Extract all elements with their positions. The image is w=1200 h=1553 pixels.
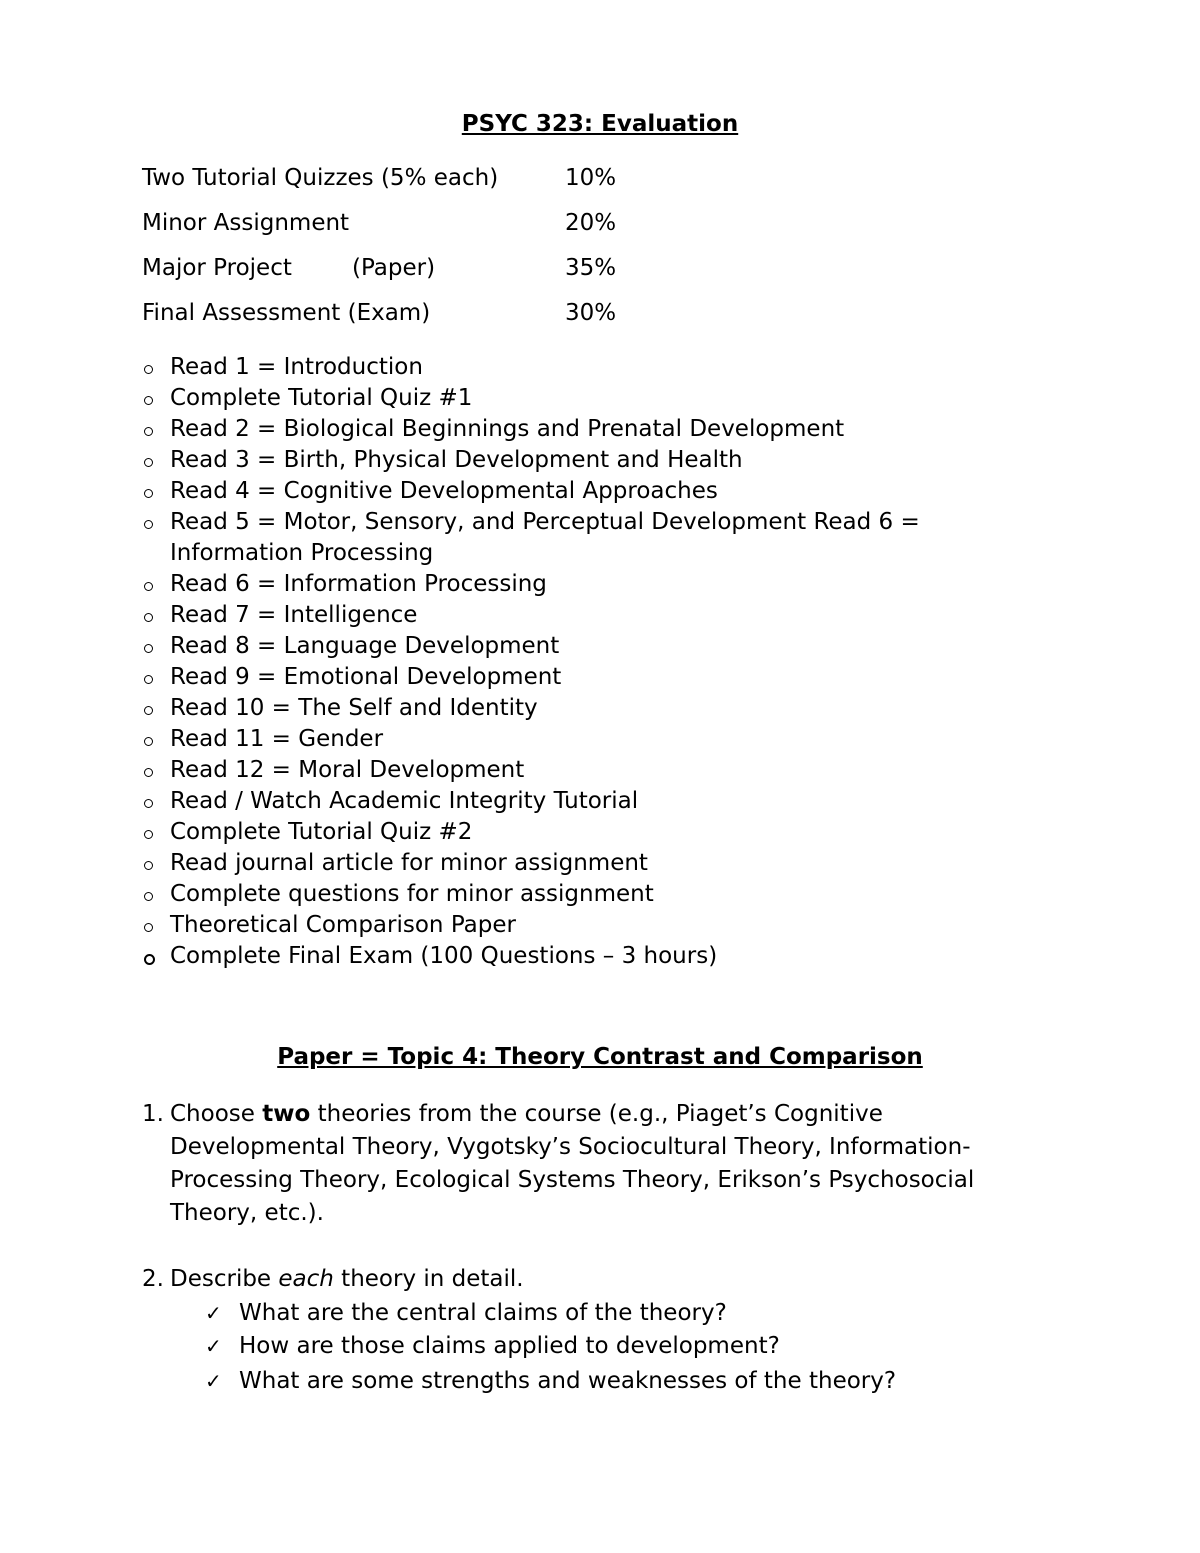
list-item-text: Theoretical Comparison Paper bbox=[170, 912, 516, 938]
evaluation-item: Minor Assignment bbox=[142, 210, 350, 236]
circle-bullet-icon bbox=[142, 507, 162, 538]
evaluation-item: Major Project bbox=[142, 255, 292, 281]
checkmark-icon: ✓ bbox=[205, 1301, 222, 1325]
list-item-text: Read / Watch Academic Integrity Tutorial bbox=[170, 788, 639, 814]
list-item-text: Read 6 = Information Processing bbox=[170, 571, 547, 597]
circle-bullet-icon bbox=[142, 724, 162, 755]
step-text: Choose two theories from the course (e.g., Piaget’s Cognitive Developmental Theory, Vygotsky’s Sociocultural Theory, Information-Processing Theory, Ecological Systems Theory, Erikson’s Psychosocial Theory, etc.). bbox=[170, 1101, 975, 1226]
list-item bbox=[142, 383, 962, 414]
list-item-text: Read 3 = Birth, Physical Development and Health bbox=[170, 447, 743, 473]
circle-bullet-icon bbox=[142, 445, 162, 476]
list-item bbox=[142, 507, 962, 569]
step-number: 1. bbox=[142, 1101, 164, 1127]
evaluation-row bbox=[142, 162, 842, 194]
list-item-text: Read 12 = Moral Development bbox=[170, 757, 525, 783]
list-item bbox=[142, 817, 962, 848]
circle-bullet-icon bbox=[142, 600, 162, 631]
list-item-text: Complete Tutorial Quiz #2 bbox=[170, 819, 473, 845]
checkmark-icon: ✓ bbox=[205, 1334, 222, 1358]
list-item-text: How are those claims applied to development? bbox=[239, 1333, 780, 1359]
list-item-text: Read 9 = Emotional Development bbox=[170, 664, 562, 690]
circle-bullet-icon bbox=[142, 383, 162, 414]
emphasis-italic: each bbox=[278, 1266, 334, 1292]
task-list bbox=[142, 352, 962, 972]
list-item bbox=[142, 693, 962, 724]
list-item bbox=[142, 352, 962, 383]
list-item bbox=[142, 755, 962, 786]
list-item-text: Read 7 = Intelligence bbox=[170, 602, 418, 628]
emphasis-bold: two bbox=[262, 1101, 311, 1127]
list-item-text: Complete Tutorial Quiz #1 bbox=[170, 385, 473, 411]
paper-section-title: Paper = Topic 4: Theory Contrast and Comparison bbox=[277, 1044, 923, 1070]
evaluation-weight: 10% bbox=[565, 165, 617, 191]
list-item bbox=[142, 662, 962, 693]
circle-bullet-icon bbox=[142, 941, 162, 972]
list-item-text: Complete Final Exam (100 Questions – 3 hours) bbox=[170, 943, 718, 969]
evaluation-weight: 20% bbox=[565, 210, 617, 236]
list-item-text: Read 5 = Motor, Sensory, and Perceptual Development Read 6 = Information Processing bbox=[170, 509, 920, 566]
circle-bullet-icon bbox=[142, 879, 162, 910]
circle-bullet-icon bbox=[142, 786, 162, 817]
circle-bullet-icon bbox=[142, 817, 162, 848]
evaluation-item: Final Assessment (Exam) bbox=[142, 300, 431, 326]
circle-bullet-icon bbox=[142, 910, 162, 941]
list-item-text: Read 4 = Cognitive Developmental Approaches bbox=[170, 478, 718, 504]
circle-bullet-icon bbox=[142, 631, 162, 662]
question-checklist bbox=[205, 1297, 896, 1398]
list-item-text: Read 11 = Gender bbox=[170, 726, 384, 752]
list-item bbox=[142, 879, 962, 910]
list-item bbox=[142, 445, 962, 476]
page-title: PSYC 323: Evaluation bbox=[461, 111, 739, 137]
evaluation-row bbox=[142, 297, 842, 329]
list-item-text: Read 8 = Language Development bbox=[170, 633, 560, 659]
evaluation-row bbox=[142, 252, 842, 284]
checkmark-icon: ✓ bbox=[205, 1369, 222, 1393]
evaluation-item: Two Tutorial Quizzes (5% each) bbox=[142, 165, 499, 191]
evaluation-row bbox=[142, 207, 842, 239]
circle-bullet-icon bbox=[142, 848, 162, 879]
circle-bullet-icon bbox=[142, 693, 162, 724]
list-item bbox=[142, 569, 962, 600]
instruction-step-1 bbox=[142, 1098, 1022, 1230]
step-text: Describe each theory in detail. bbox=[170, 1266, 524, 1292]
list-item-text: Read 10 = The Self and Identity bbox=[170, 695, 538, 721]
list-item-text: What are some strengths and weaknesses of the theory? bbox=[239, 1368, 897, 1394]
list-item bbox=[142, 476, 962, 507]
list-item bbox=[142, 600, 962, 631]
evaluation-item-note: (Paper) bbox=[352, 255, 436, 281]
circle-bullet-icon bbox=[142, 755, 162, 786]
evaluation-weight: 35% bbox=[565, 255, 617, 281]
evaluation-weight: 30% bbox=[565, 300, 617, 326]
circle-bullet-icon bbox=[142, 476, 162, 507]
circle-bullet-icon bbox=[142, 352, 162, 383]
circle-bullet-icon bbox=[142, 662, 162, 693]
list-item bbox=[205, 1365, 896, 1398]
circle-bullet-icon bbox=[142, 569, 162, 600]
list-item bbox=[142, 724, 962, 755]
list-item bbox=[142, 848, 962, 879]
list-item bbox=[142, 631, 962, 662]
list-item-text: Read 1 = Introduction bbox=[170, 354, 423, 380]
list-item-text: Read journal article for minor assignment bbox=[170, 850, 648, 876]
list-item bbox=[142, 786, 962, 817]
list-item-text: Read 2 = Biological Beginnings and Prenatal Development bbox=[170, 416, 845, 442]
list-item-text: What are the central claims of the theory? bbox=[239, 1300, 727, 1326]
list-item-text: Complete questions for minor assignment bbox=[170, 881, 654, 907]
list-item bbox=[142, 910, 962, 941]
list-item bbox=[142, 414, 962, 445]
instruction-step-2 bbox=[142, 1263, 1022, 1296]
list-item bbox=[142, 941, 962, 972]
circle-bullet-icon bbox=[142, 414, 162, 445]
list-item bbox=[205, 1330, 896, 1363]
step-number: 2. bbox=[142, 1266, 164, 1292]
list-item bbox=[205, 1297, 896, 1330]
